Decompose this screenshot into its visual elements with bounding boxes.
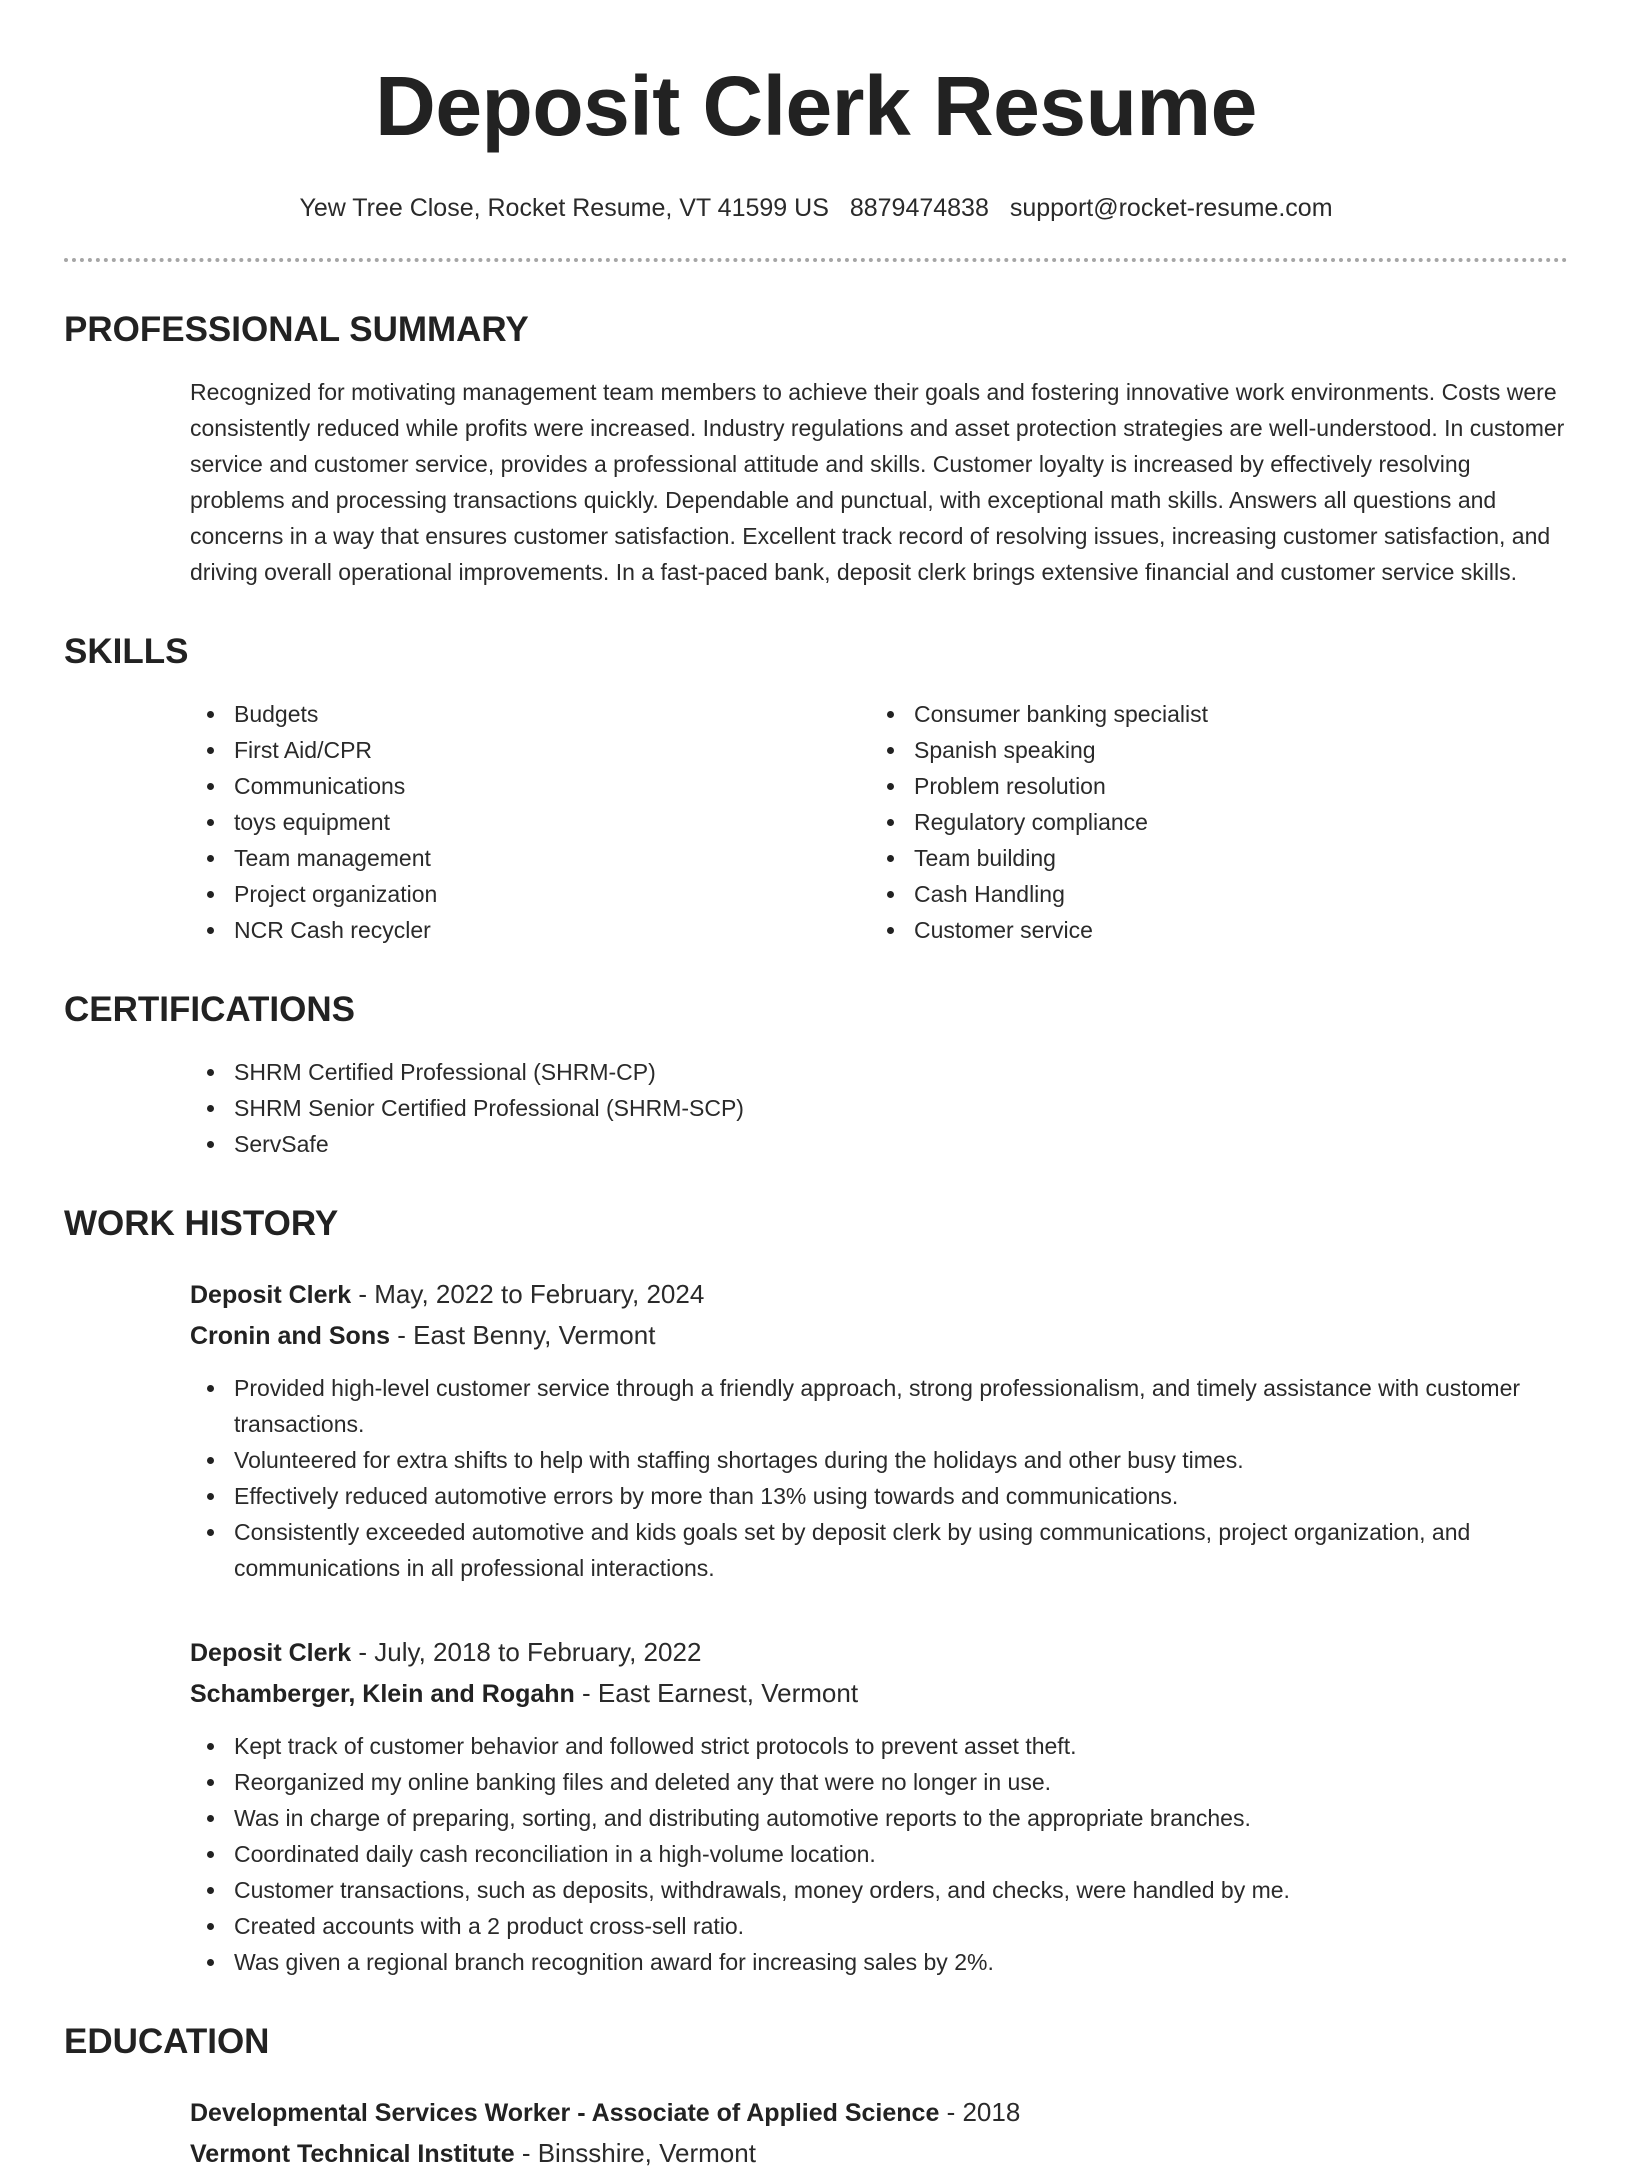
job-entry	[64, 1632, 1568, 1980]
education-school: Vermont Technical Institute	[190, 2140, 515, 2168]
list-item: Customer service	[870, 912, 1550, 948]
education-entry	[64, 2092, 1568, 2174]
resume-title: Deposit Clerk Resume	[375, 59, 1257, 153]
job-company-line	[190, 1315, 1568, 1356]
section-title-work-history: WORK HISTORY	[64, 1204, 339, 1243]
contact-email[interactable]: support@rocket-resume.com	[1009, 194, 1333, 222]
education-section	[64, 2020, 1568, 2174]
list-item: Created accounts with a 2 product cross-sell ratio.	[190, 1908, 1568, 1944]
list-item: Communications	[190, 768, 870, 804]
education-degree: Developmental Services Worker - Associate of Applied Science	[190, 2099, 940, 2127]
list-item: Team management	[190, 840, 870, 876]
list-item: Coordinated daily cash reconciliation in a high-volume location.	[190, 1836, 1568, 1872]
list-item: toys equipment	[190, 804, 870, 840]
list-item: Regulatory compliance	[870, 804, 1550, 840]
job-role: Deposit Clerk	[190, 1639, 352, 1667]
section-title-education: EDUCATION	[64, 2022, 270, 2061]
list-item: Spanish speaking	[870, 732, 1550, 768]
list-item: Reorganized my online banking files and deleted any that were no longer in use.	[190, 1764, 1568, 1800]
list-item: Cash Handling	[870, 876, 1550, 912]
list-item: NCR Cash recycler	[190, 912, 870, 948]
skills-grid	[64, 696, 1568, 948]
certifications-section	[64, 988, 1568, 1162]
job-company: Schamberger, Klein and Rogahn	[190, 1680, 575, 1708]
job-duties-list	[190, 1370, 1568, 1586]
job-duties-list	[190, 1728, 1568, 1980]
section-title-summary: PROFESSIONAL SUMMARY	[64, 310, 529, 349]
job-company: Cronin and Sons	[190, 1322, 390, 1350]
certifications-list	[64, 1054, 1568, 1162]
skills-list-right	[870, 696, 1550, 948]
education-school-line	[190, 2133, 1568, 2174]
list-item: Problem resolution	[870, 768, 1550, 804]
skills-section	[64, 630, 1568, 948]
summary-text: Recognized for motivating management team members to achieve their goals and fostering innovative work environments. Costs were consistently reduced while profits were increased. Industry regulations and asset protection strategies are well-understood. In customer service and customer service, provides a professional attitude and skills. Customer loyalty is increased by effectively resolving problems and processing transactions quickly. Dependable and punctual, with exceptional math skills. Answers all questions and concerns in a way that ensures customer satisfaction. Excellent track record of resolving issues, increasing customer satisfaction, and driving overall operational improvements. In a fast-paced bank, deposit clerk brings extensive financial and customer service skills.	[190, 379, 1565, 585]
list-item: Was given a regional branch recognition award for increasing sales by 2%.	[190, 1944, 1568, 1980]
list-item: Consumer banking specialist	[870, 696, 1550, 732]
contact-address: Yew Tree Close, Rocket Resume, VT 41599 US	[299, 194, 829, 222]
work-history-section	[64, 1202, 1568, 1980]
list-item: Effectively reduced automotive errors by more than 13% using towards and communications.	[190, 1478, 1568, 1514]
list-item: First Aid/CPR	[190, 732, 870, 768]
job-dates: - July, 2018 to February, 2022	[351, 1637, 702, 1667]
section-title-certifications: CERTIFICATIONS	[64, 990, 356, 1029]
education-location: - Binsshire, Vermont	[514, 2138, 756, 2168]
job-dates: - May, 2022 to February, 2024	[351, 1279, 705, 1309]
contact-phone: 8879474838	[849, 194, 989, 222]
list-item: ServSafe	[190, 1126, 1568, 1162]
contact-line	[64, 192, 1568, 224]
list-item: Project organization	[190, 876, 870, 912]
job-title-line	[190, 1632, 1568, 1673]
job-role: Deposit Clerk	[190, 1281, 352, 1309]
skills-column-left	[190, 696, 870, 948]
summary-section	[64, 308, 1568, 590]
list-item: Kept track of customer behavior and followed strict protocols to prevent asset theft.	[190, 1728, 1568, 1764]
list-item: SHRM Senior Certified Professional (SHRM-SCP)	[190, 1090, 1568, 1126]
list-item: Volunteered for extra shifts to help with staffing shortages during the holidays and other busy times.	[190, 1442, 1568, 1478]
list-item: SHRM Certified Professional (SHRM-CP)	[190, 1054, 1568, 1090]
list-item: Budgets	[190, 696, 870, 732]
job-company-line	[190, 1673, 1568, 1714]
header-divider	[64, 258, 1568, 262]
resume-header	[64, 0, 1568, 262]
skills-list-left	[190, 696, 870, 948]
list-item: Team building	[870, 840, 1550, 876]
education-degree-line	[190, 2092, 1568, 2133]
list-item: Was in charge of preparing, sorting, and distributing automotive reports to the appropriate branches.	[190, 1800, 1568, 1836]
job-title-line	[190, 1274, 1568, 1315]
section-title-skills: SKILLS	[64, 632, 189, 671]
list-item: Consistently exceeded automotive and kids goals set by deposit clerk by using communications, project organization, and communications in all professional interactions.	[190, 1514, 1568, 1586]
skills-column-right	[870, 696, 1550, 948]
education-year: - 2018	[939, 2097, 1021, 2127]
list-item: Customer transactions, such as deposits, withdrawals, money orders, and checks, were handled by me.	[190, 1872, 1568, 1908]
job-location: - East Earnest, Vermont	[574, 1678, 859, 1708]
job-location: - East Benny, Vermont	[390, 1320, 656, 1350]
job-entry	[64, 1274, 1568, 1586]
list-item: Provided high-level customer service through a friendly approach, strong professionalism, and timely assistance with customer transactions.	[190, 1370, 1568, 1442]
